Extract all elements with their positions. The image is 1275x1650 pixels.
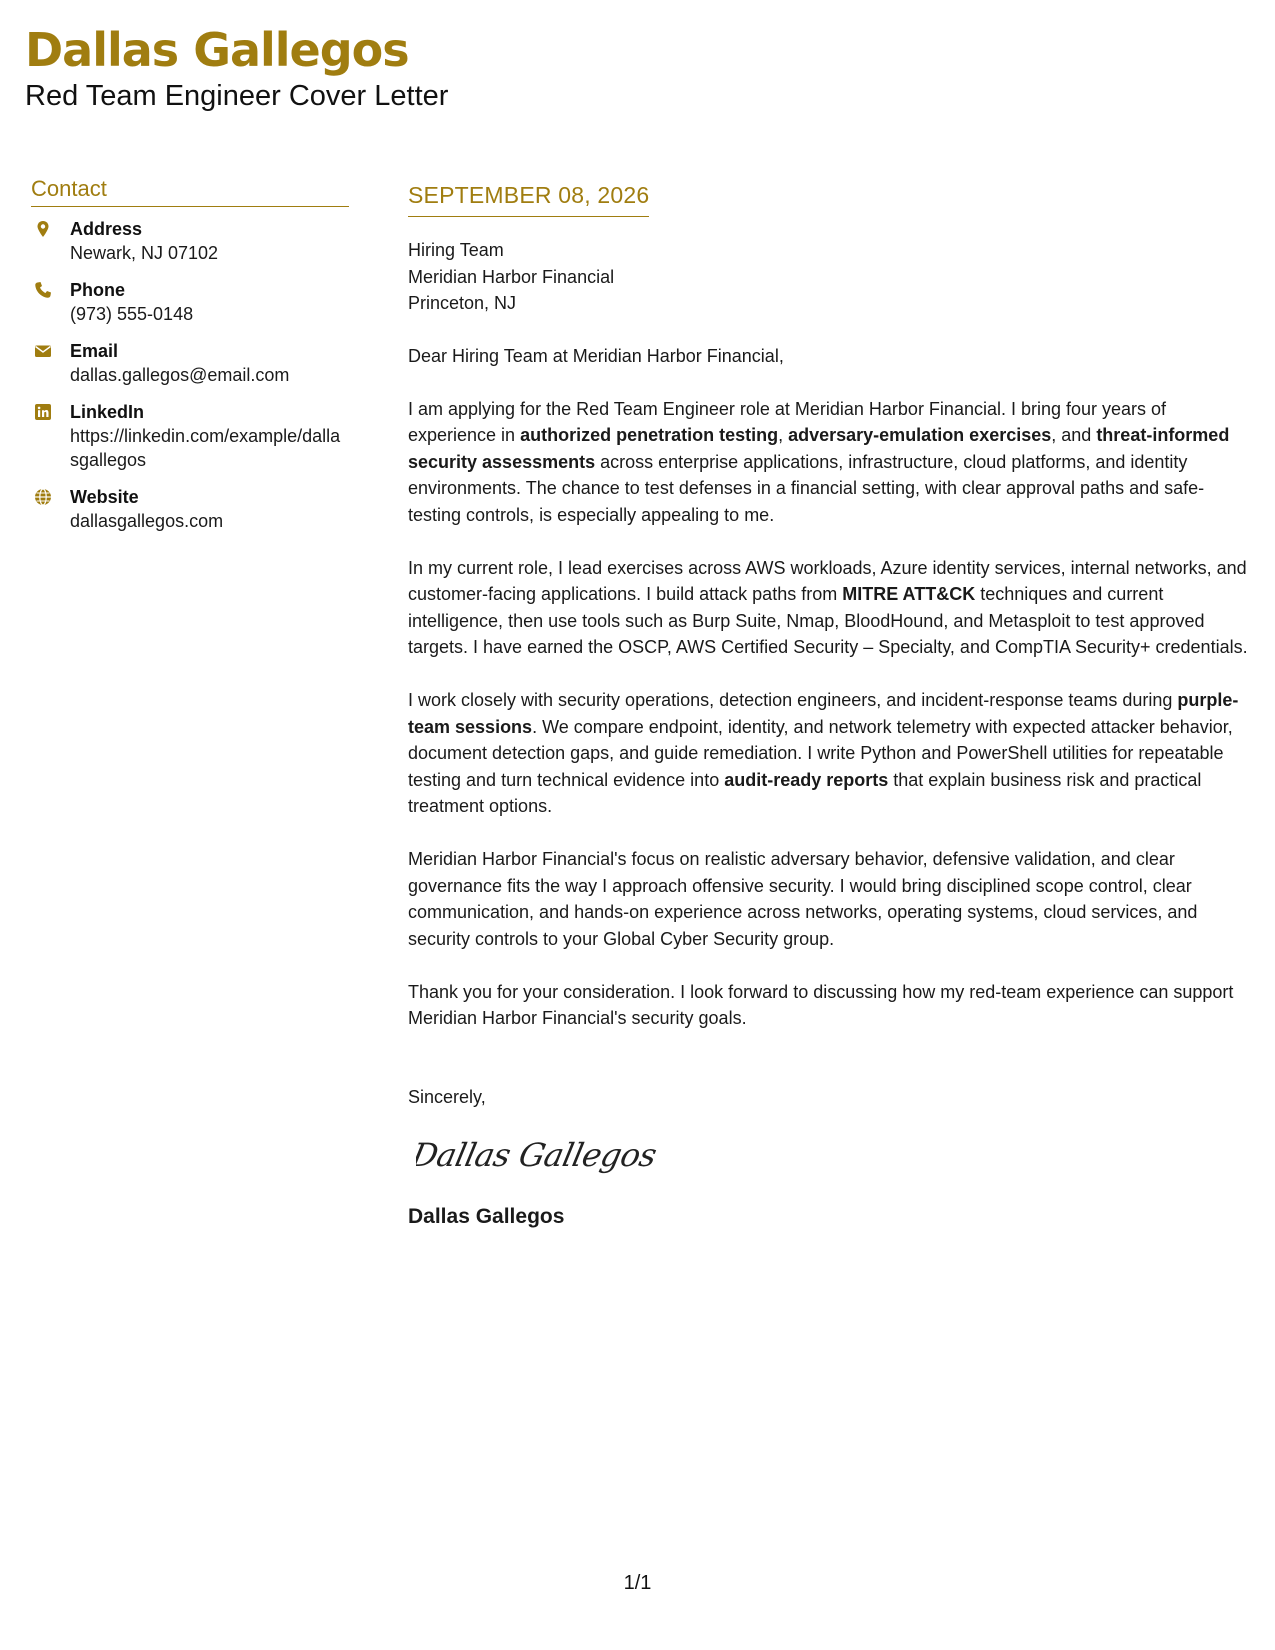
handwritten-signature: [416, 1128, 666, 1183]
recipient-location: Princeton, NJ: [408, 293, 517, 313]
page-number: 1/1: [623, 1572, 652, 1594]
contact-heading: Contact: [31, 175, 349, 207]
closing: Sincerely,: [408, 1086, 486, 1107]
contact-value: dallasgallegos.com: [70, 511, 224, 531]
signed-name: Dallas Gallegos: [408, 1205, 565, 1228]
applicant-name: Dallas Gallegos: [25, 23, 409, 77]
salutation: Dear Hiring Team at Meridian Harbor Financial,: [408, 345, 784, 366]
svg-text:Dallas Gallegos: Dallas Gallegos: [416, 1136, 660, 1174]
contact-item-linkedin: [31, 400, 349, 472]
contact-item-address: [31, 217, 349, 265]
contact-label: Website: [70, 487, 139, 507]
envelope-icon: [34, 342, 52, 360]
document-title: Red Team Engineer Cover Letter: [25, 80, 449, 112]
contact-value: dallas.gallegos@email.com: [70, 365, 290, 385]
contact-value: https://linkedin.com/example/dallasgallegos: [70, 426, 341, 470]
contact-label: Email: [70, 341, 119, 361]
contact-label: Phone: [70, 280, 126, 300]
letter-body: [408, 180, 1253, 1231]
paragraph-4: Meridian Harbor Financial's focus on realistic adversary behavior, defensive validation, and clear governance fits the way I approach offensive security. I would bring disciplined scope control, clear communication, and hands-on experience across networks, operating systems, cloud services, and security controls to your Global Cyber Security group.: [408, 849, 1198, 949]
contact-label: Address: [70, 219, 143, 239]
paragraph-1: I am applying for the Red Team Engineer role at Meridian Harbor Financial. I bring four years of experience in authorized penetration testing, adversary-emulation exercises, and threat-informed security assessments across enterprise applications, infrastructure, cloud platforms, and identity environments. The chance to test defenses in a financial setting, with clear approval paths and safe-testing controls, is especially appealing to me.: [408, 398, 1230, 525]
contact-list: [31, 217, 349, 533]
contact-item-website: [31, 485, 349, 533]
document-header: [25, 22, 448, 114]
recipient-company: Meridian Harbor Financial: [408, 266, 615, 287]
paragraph-5: Thank you for your consideration. I look forward to discussing how my red-team experience can support Meridian Harbor Financial's security goals.: [408, 981, 1234, 1028]
phone-icon: [34, 281, 52, 299]
map-pin-icon: [34, 220, 52, 238]
letter-date: SEPTEMBER 08, 2026: [408, 180, 649, 217]
recipient-line: Hiring Team: [408, 240, 504, 260]
globe-icon: [34, 488, 52, 506]
contact-value: (973) 555-0148: [70, 304, 194, 324]
recipient-block: [408, 237, 1253, 317]
contact-sidebar: [31, 175, 349, 546]
contact-value: Newark, NJ 07102: [70, 243, 219, 263]
contact-item-email: [31, 339, 349, 387]
contact-item-phone: [31, 278, 349, 326]
paragraph-2: In my current role, I lead exercises across AWS workloads, Azure identity services, internal networks, and customer-facing applications. I build attack paths from MITRE ATT&CK techniques and current intelligence, then use tools such as Burp Suite, Nmap, BloodHound, and Metasploit to test approved targets. I have earned the OSCP, AWS Certified Security – Specialty, and CompTIA Security+ credentials.: [408, 557, 1248, 657]
contact-label: LinkedIn: [70, 402, 145, 422]
paragraph-3: I work closely with security operations, detection engineers, and incident-response teams during purple-team sessions. We compare endpoint, identity, and network telemetry with expected attacker behavior, document detection gaps, and guide remediation. I write Python and PowerShell utilities for repeatable testing and turn technical evidence into audit-ready reports that explain business risk and practical treatment options.: [408, 690, 1239, 816]
linkedin-icon: [34, 403, 52, 421]
